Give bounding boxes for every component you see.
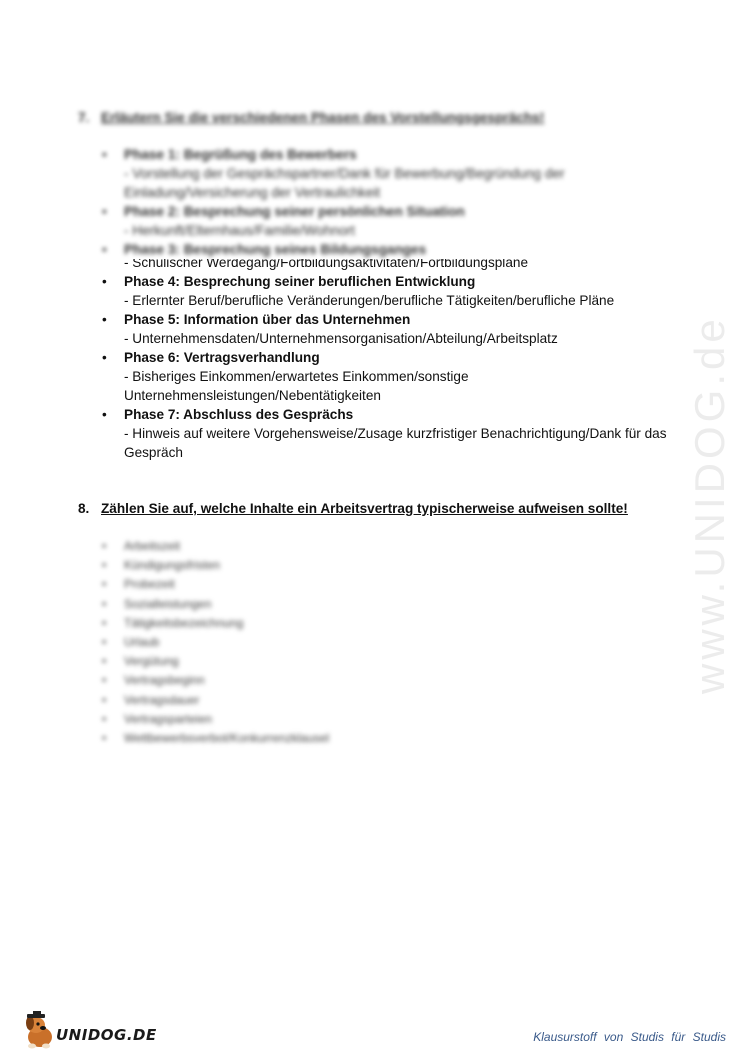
bullet-icon: •: [102, 596, 107, 611]
list-item-text: Tätigkeitsbezeichnung: [124, 615, 244, 630]
watermark-text: www.UNIDOG.de: [686, 315, 733, 695]
question-7-heading: [78, 110, 698, 125]
phase-item: [100, 146, 690, 203]
bullet-icon: •: [102, 274, 107, 290]
list-item-text: Wettbewerbsverbot/Konkurrenzklausel: [124, 731, 330, 746]
phase-title: Phase 4: Besprechung seiner beruflichen Entwicklung: [124, 274, 476, 290]
bullet-icon: •: [102, 731, 107, 746]
list-item-text: Vertragsdauer: [124, 692, 200, 707]
bullet-icon: •: [102, 312, 107, 328]
list-item-text: Kündigungsfristen: [124, 558, 221, 573]
list-item: [100, 595, 500, 614]
question-8-text: Zählen Sie auf, welche Inhalte ein Arbeitsvertrag typischerweise aufweisen sollte!: [101, 501, 628, 516]
question-7-number: 7.: [78, 110, 90, 125]
phase-description: - Erlernter Beruf/berufliche Veränderungen/berufliche Tätigkeiten/berufliche Pläne: [124, 293, 615, 309]
list-item-text: Vergütung: [124, 654, 179, 669]
phase-title: Phase 7: Abschluss des Gesprächs: [124, 406, 354, 422]
bullet-icon: •: [102, 711, 107, 726]
bullet-icon: •: [102, 635, 107, 650]
phase-item: [100, 273, 690, 311]
list-item-text: Vertragsparteien: [124, 711, 213, 726]
question-8-heading: [78, 501, 698, 516]
phase-item: [100, 406, 690, 463]
phase-item: [100, 349, 690, 406]
phase-description: - Bisheriges Einkommen/erwartetes Einkommen/sonstige Unternehmensleistungen/Nebentätigkeiten: [124, 368, 469, 403]
bullet-icon: •: [102, 558, 107, 573]
bullet-icon: •: [102, 577, 107, 592]
phase-title: Phase 2: Besprechung seiner persönlichen Situation: [124, 203, 465, 219]
list-item: [100, 710, 500, 729]
bullet-icon: •: [102, 673, 107, 688]
list-item: [100, 575, 500, 594]
phase-title: Phase 3: Besprechung seines Bildungsganges: [124, 241, 427, 257]
phase-description: - Vorstellung der Gesprächspartner/Dank für Bewerbung/Begründung der Einladung/Versicherung der Vertraulichkeit: [124, 165, 565, 200]
phase-description: - Hinweis auf weitere Vorgehensweise/Zusage kurzfristiger Benachrichtigung/Dank für das Gespräch: [124, 425, 667, 460]
list-item: [100, 691, 500, 710]
bullet-icon: •: [102, 692, 107, 707]
list-item: [100, 671, 500, 690]
contract-item-list: [100, 537, 500, 748]
list-item: [100, 633, 500, 652]
phase-title: Phase 1: Begrüßung des Bewerbers: [124, 147, 357, 162]
phase-description-text: - Schulischer Werdegang/Fortbildungsaktivitäten/Fortbildungspläne: [124, 259, 529, 271]
phase-title: Phase 6: Vertragsverhandlung: [124, 350, 320, 366]
list-item-text: Vertragsbeginn: [124, 673, 205, 688]
list-item-text: Sozialleistungen: [124, 596, 212, 611]
phase-item: [100, 203, 690, 241]
question-7-text: Erläutern Sie die verschiedenen Phasen des Vorstellungsgesprächs!: [101, 110, 545, 125]
bullet-icon: •: [102, 241, 107, 257]
phase-item: [100, 241, 690, 274]
unidog-logo[interactable]: [22, 1010, 162, 1050]
bullet-icon: •: [102, 654, 107, 669]
list-item: [100, 729, 500, 748]
list-item: [100, 614, 500, 633]
list-item-text: Arbeitszeit: [124, 539, 181, 553]
logo-text: UNIDOG.DE: [56, 1026, 157, 1044]
footer-tagline: Klausurstoff von Studis für Studis: [533, 1030, 726, 1044]
list-item: [100, 556, 500, 575]
phase-description: [124, 259, 690, 273]
list-item-text: Probezeit: [124, 577, 175, 592]
bullet-icon: •: [102, 203, 107, 219]
list-item-text: Urlaub: [124, 635, 160, 650]
bullet-icon: •: [102, 615, 107, 630]
question-8-number: 8.: [78, 501, 90, 516]
list-item: [100, 537, 500, 556]
list-item: [100, 652, 500, 671]
bullet-icon: •: [102, 147, 107, 162]
dog-mascot-icon: [22, 1010, 58, 1050]
phase-item: [100, 311, 690, 349]
phase-description: - Herkunft/Elternhaus/Familie/Wohnort: [124, 222, 355, 238]
bullet-icon: •: [102, 406, 107, 422]
bullet-icon: •: [102, 350, 107, 366]
phase-description: - Unternehmensdaten/Unternehmensorganisation/Abteilung/Arbeitsplatz: [124, 331, 558, 347]
bullet-icon: •: [102, 539, 107, 553]
phase-title: Phase 5: Information über das Unternehmen: [124, 312, 411, 328]
phase-list: [100, 146, 690, 463]
